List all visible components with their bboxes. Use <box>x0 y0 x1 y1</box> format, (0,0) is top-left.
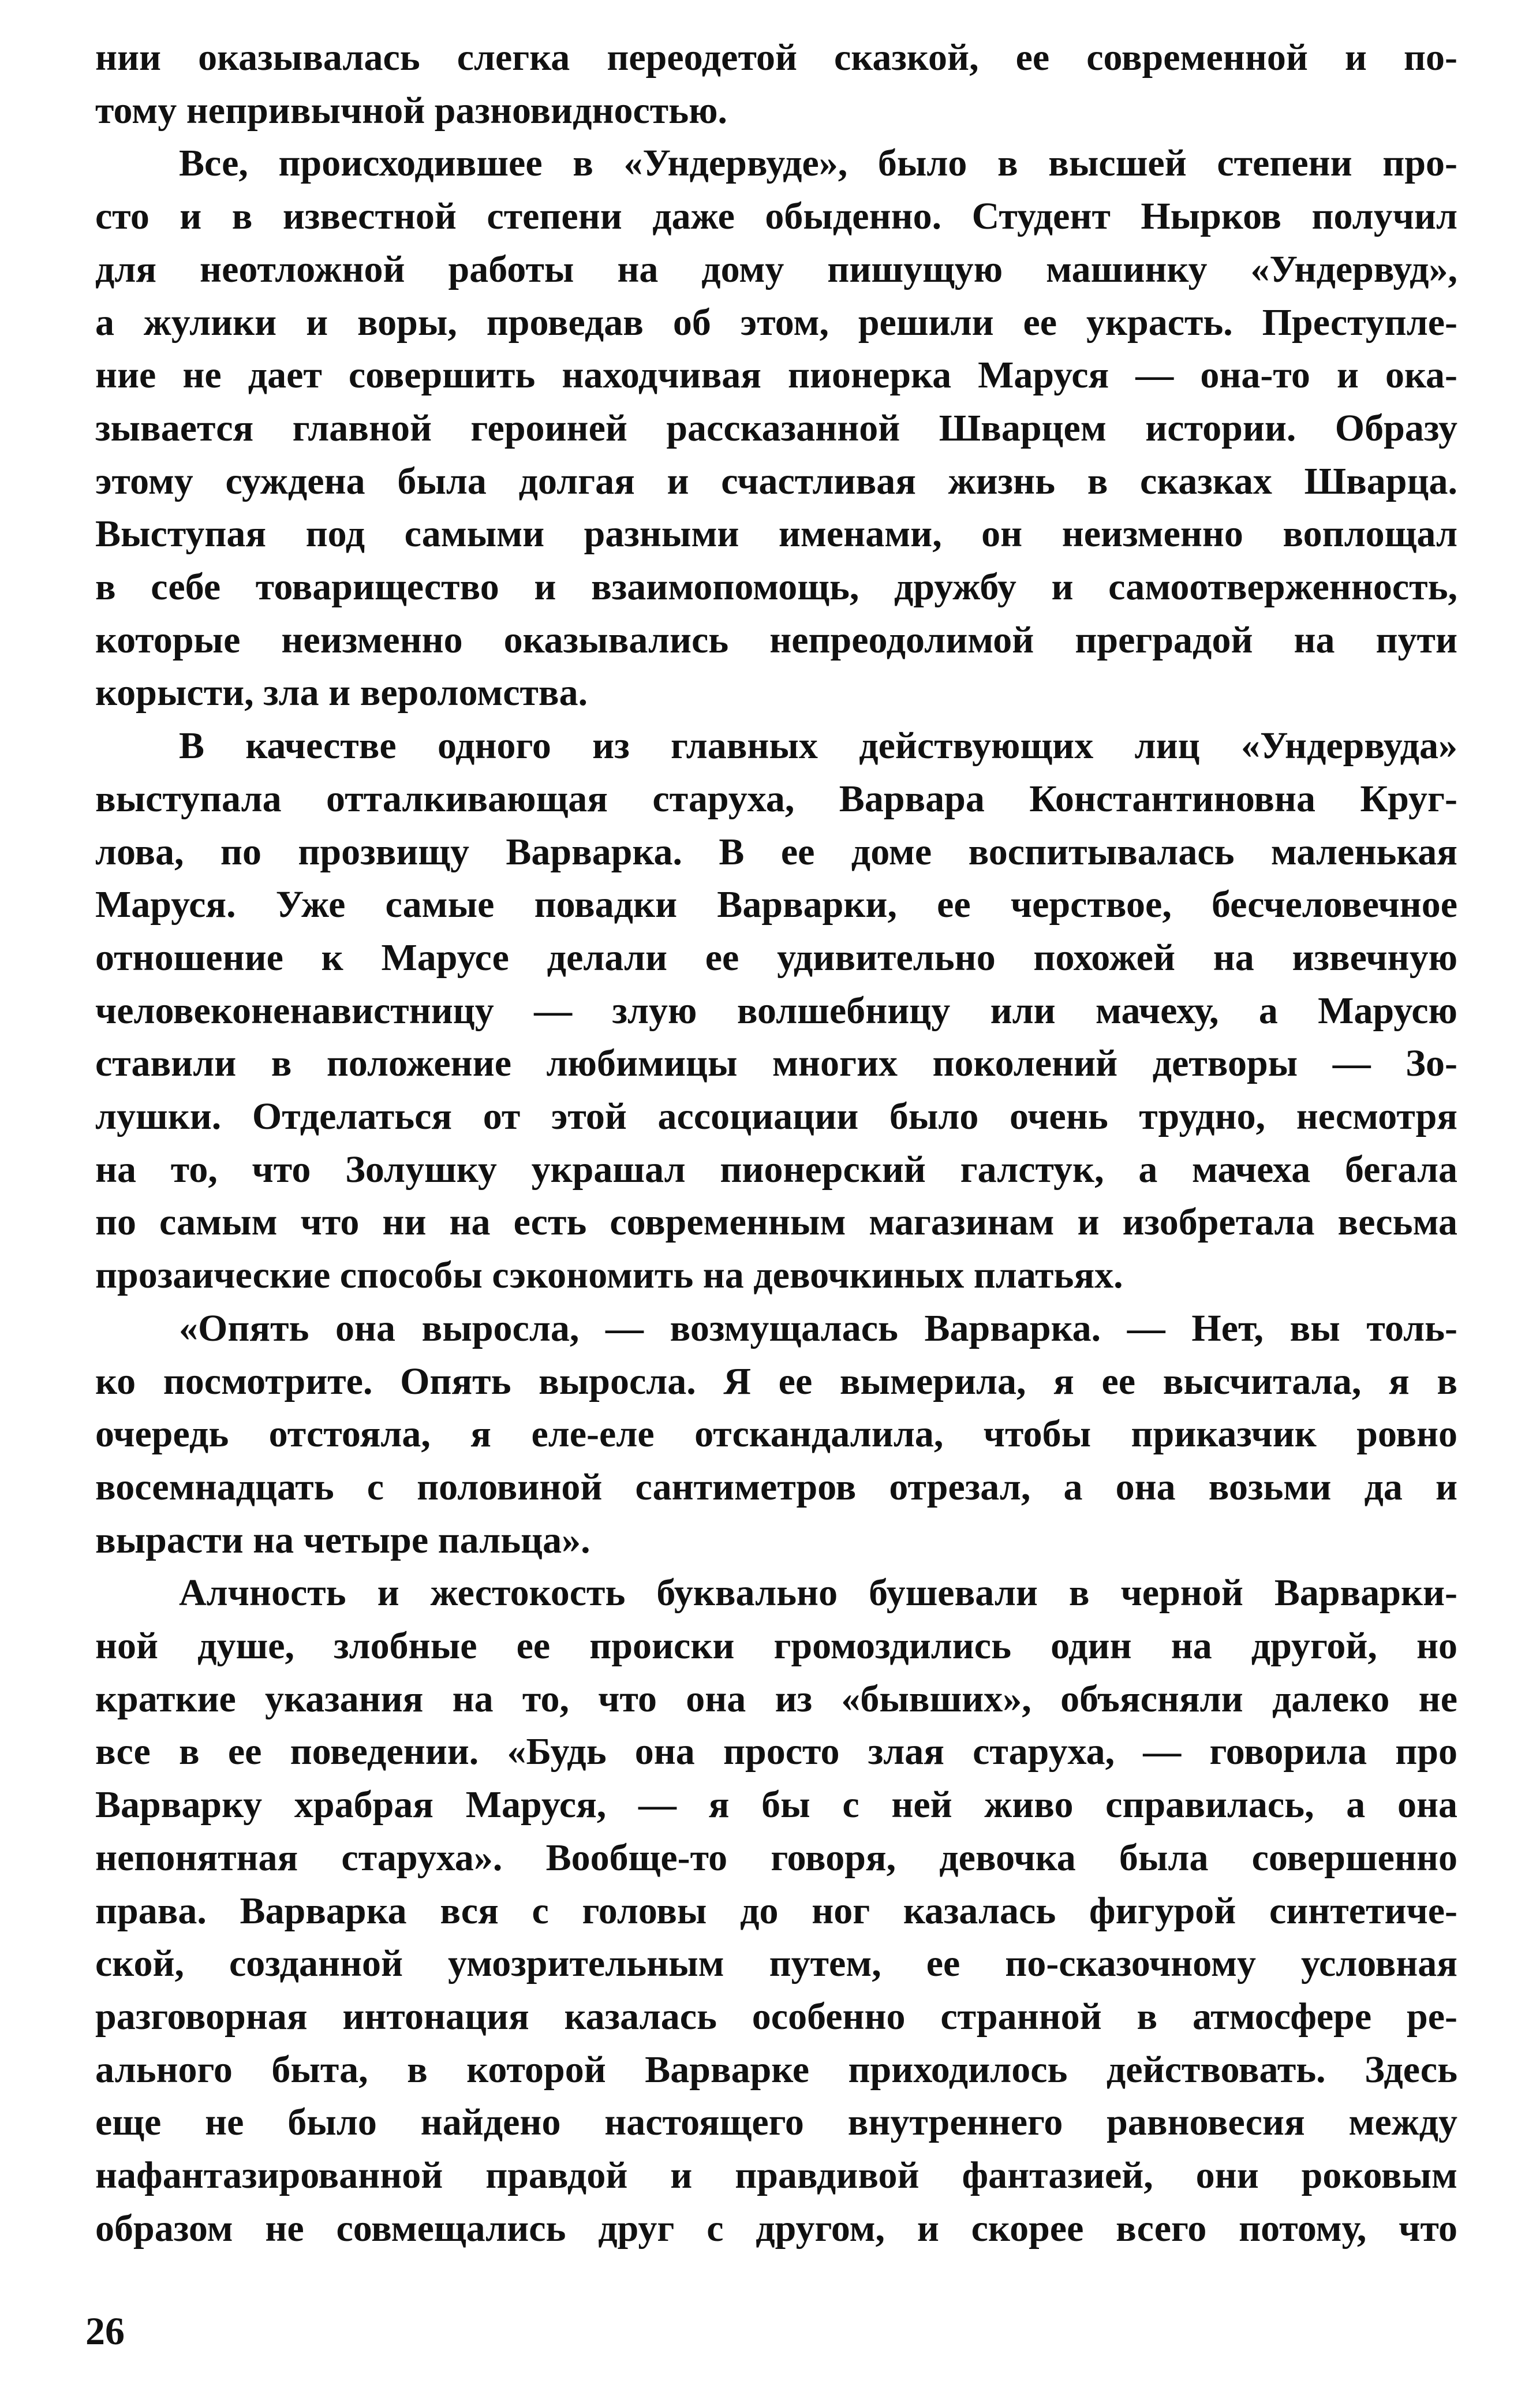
text-line: прозаические способы сэкономить на девочкиных платьях. <box>95 1254 1123 1297</box>
page-number: 26 <box>85 2309 125 2353</box>
text-line: ной душе, злобные ее происки громоздились один на другой, но <box>95 1625 1457 1667</box>
text-line: восемнадцать с половиной сантиметров отрезал, а она возьми да и <box>95 1465 1457 1508</box>
text-line: отношение к Марусе делали ее удивительно похожей на извечную <box>95 936 1457 979</box>
text-line: краткие указания на то, что она из «бывших», объясняли далеко не <box>95 1677 1457 1720</box>
text-line: корысти, зла и вероломства. <box>95 672 588 714</box>
text-line: а жулики и воры, проведав об этом, решили ее украсть. Преступле- <box>95 301 1457 344</box>
text-line: Выступая под самыми разными именами, он неизменно воплощал <box>95 513 1457 555</box>
text-line: сто и в известной степени даже обыденно. Студент Нырков получил <box>95 195 1457 238</box>
text-line: в себе товарищество и взаимопомощь, дружбу и самоотверженность, <box>95 566 1457 608</box>
text-line: которые неизменно оказывались непреодолимой преградой на пути <box>95 618 1457 661</box>
text-line: вырасти на четыре пальца». <box>95 1519 590 1561</box>
text-line: ние не дает совершить находчивая пионерка Маруся — она-то и ока- <box>95 354 1457 397</box>
text-line: по самым что ни на есть современным магазинам и изобретала весьма <box>95 1201 1457 1244</box>
text-line: выступала отталкивающая старуха, Варвара Константиновна Круг- <box>95 777 1457 820</box>
text-line: ской, созданной умозрительным путем, ее по-сказочному условная <box>95 1942 1457 1985</box>
text-line: непонятная старуха». Вообще-то говоря, девочка была совершенно <box>95 1836 1457 1879</box>
text-line: зывается главной героиней рассказанной Шварцем истории. Образу <box>95 406 1457 449</box>
text-line: нии оказывалась слегка переодетой сказкой, ее современной и по- <box>95 36 1457 79</box>
text-line: еще не было найдено настоящего внутреннего равновесия между <box>95 2101 1457 2144</box>
text-line: очередь отстояла, я еле-еле отскандалила, чтобы приказчик ровно <box>95 1413 1457 1456</box>
text-line: Все, происходившее в «Ундервуде», было в высшей степени про- <box>179 142 1457 185</box>
text-line: для неотложной работы на дому пишущую машинку «Ундервуд», <box>95 248 1457 290</box>
text-line: ко посмотрите. Опять выросла. Я ее вымерила, я ее высчитала, я в <box>95 1360 1457 1402</box>
text-line: этому суждена была долгая и счастливая жизнь в сказках Шварца. <box>95 460 1457 502</box>
text-line: ального быта, в которой Варварке приходилось действовать. Здесь <box>95 2048 1457 2091</box>
text-line: лушки. Отделаться от этой ассоциации было очень трудно, несмотря <box>95 1095 1457 1137</box>
text-line: Алчность и жестокость буквально бушевали в черной Варварки- <box>179 1572 1457 1614</box>
text-line: ставили в положение любимицы многих поколений детворы — Зо- <box>95 1042 1457 1085</box>
text-line: лова, по прозвищу Варварка. В ее доме воспитывалась маленькая <box>95 830 1457 873</box>
text-line: все в ее поведении. «Будь она просто злая старуха, — говорила про <box>95 1730 1457 1773</box>
text-line: В качестве одного из главных действующих лиц «Ундервуда» <box>179 725 1457 767</box>
text-line: тому непривычной разновидностью. <box>95 89 728 132</box>
text-line: человеконенавистницу — злую волшебницу или мачеху, а Марусю <box>95 989 1457 1032</box>
text-line: образом не совмещались друг с другом, и скорее всего потому, что <box>95 2207 1457 2250</box>
text-line: на то, что Золушку украшал пионерский галстук, а мачеха бегала <box>95 1148 1457 1191</box>
text-line: разговорная интонация казалась особенно странной в атмосфере ре- <box>95 1995 1457 2038</box>
text-line: Маруся. Уже самые повадки Варварки, ее черствое, бесчеловечное <box>95 883 1457 926</box>
text-line: нафантазированной правдой и правдивой фантазией, они роковым <box>95 2154 1457 2196</box>
text-line: «Опять она выросла, — возмущалась Варварка. — Нет, вы толь- <box>179 1307 1457 1349</box>
text-line: Варварку храбрая Маруся, — я бы с ней живо справилась, а она <box>95 1784 1457 1826</box>
text-line: права. Варварка вся с головы до ног казалась фигурой синтетиче- <box>95 1889 1457 1932</box>
